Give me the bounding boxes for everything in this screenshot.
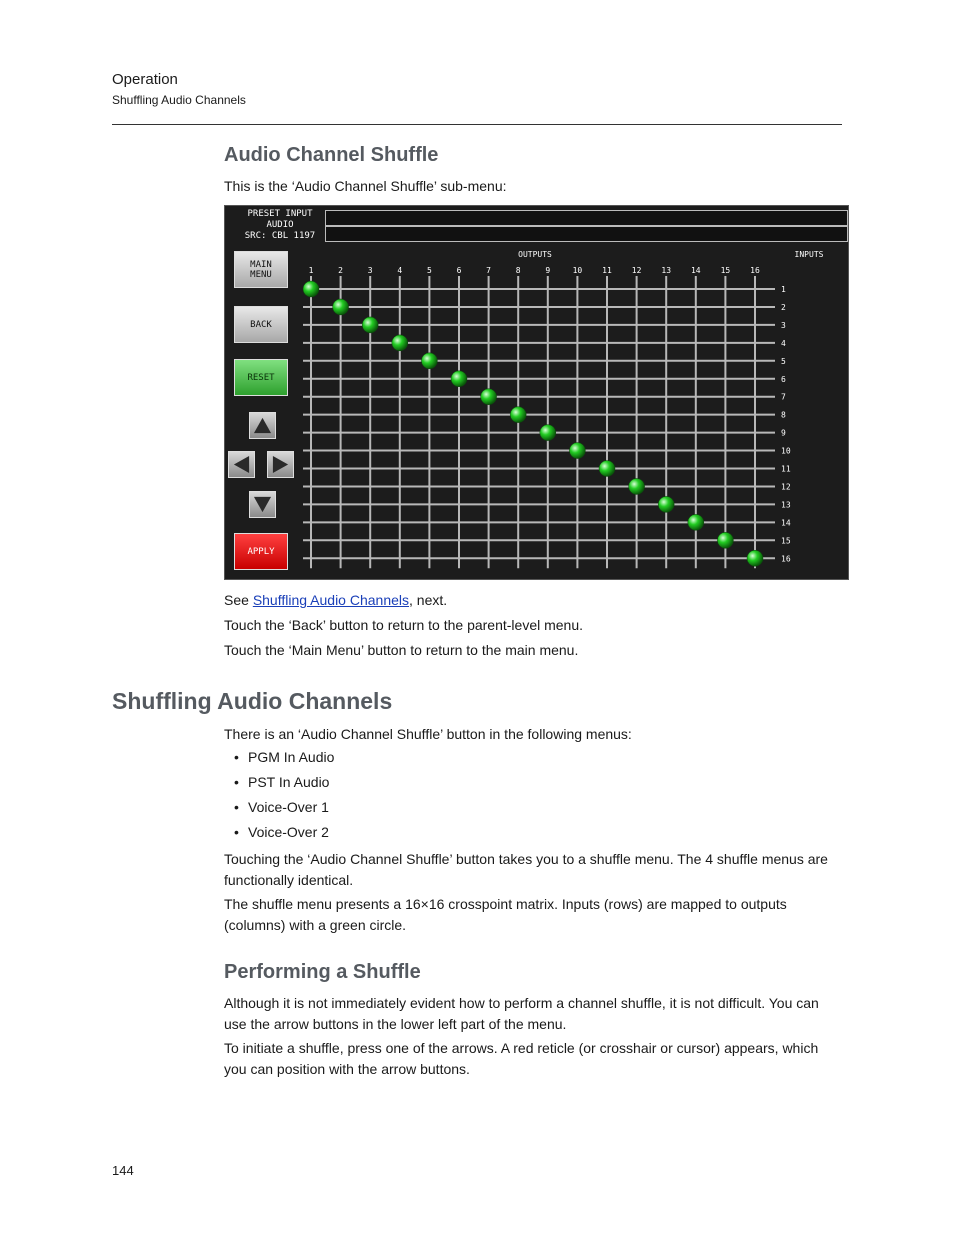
running-header-section: Operation	[112, 71, 178, 88]
output-number: 2	[338, 266, 344, 275]
input-numbers	[781, 285, 791, 563]
crosspoint-green-circle[interactable]	[303, 281, 319, 297]
header-rule	[112, 124, 842, 125]
output-number: 3	[367, 266, 373, 275]
inputs-label: INPUTS	[794, 250, 824, 259]
see-suffix: , next.	[409, 592, 448, 608]
output-number: 6	[456, 266, 462, 275]
main-menu-button[interactable]: MAIN MENU	[234, 251, 288, 288]
bullet-item: • PST In Audio	[234, 774, 330, 790]
shuffling-audio-channels-link[interactable]: Shuffling Audio Channels	[252, 592, 410, 608]
output-number: 11	[602, 266, 612, 275]
crosspoint-green-circle[interactable]	[599, 461, 615, 477]
output-number: 4	[397, 266, 403, 275]
output-number: 8	[515, 266, 521, 275]
output-number: 16	[750, 266, 760, 275]
crosspoint-green-circle[interactable]	[688, 514, 704, 530]
input-number: 15	[781, 536, 791, 546]
crosspoint-matrix[interactable]	[225, 206, 848, 579]
running-header-subsection: Shuffling Audio Channels	[112, 93, 246, 107]
crosspoint-green-circle[interactable]	[540, 425, 556, 441]
outputs-label: OUTPUTS	[518, 250, 552, 259]
back-instruction: Touch the ‘Back’ button to return to the parent-level menu.	[224, 617, 584, 633]
crosspoint-green-circle[interactable]	[629, 478, 645, 494]
output-number: 1	[308, 266, 314, 275]
crosspoint-green-circle[interactable]	[747, 550, 763, 566]
bullet-text: PGM In Audio	[248, 749, 335, 765]
output-number: 9	[545, 266, 551, 275]
crosspoint-green-circle[interactable]	[717, 532, 733, 548]
input-number: 5	[781, 356, 786, 366]
crosspoint-green-circle[interactable]	[333, 299, 349, 315]
output-number: 5	[426, 266, 432, 275]
bullet-item: • Voice-Over 2	[234, 824, 329, 840]
output-number: 12	[631, 266, 642, 275]
back-button[interactable]: BACK	[234, 306, 288, 343]
shuffling-intro: There is an ‘Audio Channel Shuffle’ button in the following menus:	[224, 726, 632, 742]
input-number: 10	[781, 446, 791, 456]
input-number: 2	[781, 302, 786, 312]
see-also-line	[224, 590, 844, 611]
apply-button[interactable]: APPLY	[234, 533, 288, 570]
input-number: 7	[781, 392, 786, 402]
reset-button[interactable]: RESET	[234, 359, 288, 396]
crosspoint-green-circle[interactable]	[421, 353, 437, 369]
output-number: 10	[572, 266, 583, 275]
bullet-text: PST In Audio	[248, 774, 330, 790]
preset-input-label: PRESET INPUT AUDIO SRC: CBL 1197	[244, 209, 316, 241]
audio-channel-shuffle-screenshot	[224, 205, 849, 580]
shuffling-paragraph-2: The shuffle menu presents a 16×16 crosspoint matrix. Inputs (rows) are mapped to outputs (columns) with a green circle.	[224, 896, 787, 933]
input-number: 11	[781, 464, 791, 474]
performing-paragraph-1: Although it is not immediately evident how to perform a channel shuffle, it is not difficult. You can use the arrow buttons in the lower left part of the menu.	[224, 995, 819, 1032]
output-number: 7	[486, 266, 492, 275]
output-number: 15	[720, 266, 731, 275]
see-prefix: See	[224, 592, 253, 608]
crosspoint-green-circle[interactable]	[510, 407, 526, 423]
shuffling-audio-channels-heading: Shuffling Audio Channels	[112, 688, 393, 714]
performing-a-shuffle-heading: Performing a Shuffle	[224, 961, 421, 983]
bullet-item: • Voice-Over 1	[234, 799, 329, 815]
crosspoint-green-circle[interactable]	[569, 443, 585, 459]
crosspoint-green-circle[interactable]	[481, 389, 497, 405]
bullet-text: Voice-Over 1	[248, 799, 329, 815]
input-number: 3	[781, 320, 786, 330]
input-number: 16	[781, 554, 791, 564]
input-number: 1	[781, 285, 786, 294]
crosspoint-green-circle[interactable]	[392, 335, 408, 351]
audio-channel-shuffle-heading: Audio Channel Shuffle	[224, 144, 439, 166]
bullet-text: Voice-Over 2	[248, 824, 329, 840]
shuffling-paragraph-1: Touching the ‘Audio Channel Shuffle’ button takes you to a shuffle menu. The 4 shuffle menus are functionally identical.	[224, 851, 828, 888]
crosspoint-green-circle[interactable]	[451, 371, 467, 387]
input-number: 6	[781, 374, 786, 384]
output-number: 13	[661, 266, 672, 275]
output-number: 14	[690, 266, 701, 275]
input-number: 14	[781, 518, 791, 528]
input-number: 4	[781, 338, 786, 348]
performing-paragraph-2: To initiate a shuffle, press one of the arrows. A red reticle (or crosshair or cursor) appears, which you can position with the arrow buttons.	[224, 1040, 819, 1077]
input-number: 8	[781, 410, 786, 420]
input-number: 13	[781, 500, 791, 510]
page-number: 144	[112, 1163, 134, 1178]
crosspoint-green-circle[interactable]	[362, 317, 378, 333]
audio-channel-shuffle-intro: This is the ‘Audio Channel Shuffle’ sub-menu:	[224, 178, 507, 194]
crosspoints	[303, 281, 763, 566]
main-menu-instruction: Touch the ‘Main Menu’ button to return to the main menu.	[224, 642, 579, 658]
crosspoint-green-circle[interactable]	[658, 496, 674, 512]
output-numbers	[309, 266, 760, 275]
bullet-item: • PGM In Audio	[234, 749, 335, 765]
input-number: 12	[781, 482, 791, 492]
input-number: 9	[781, 428, 786, 438]
